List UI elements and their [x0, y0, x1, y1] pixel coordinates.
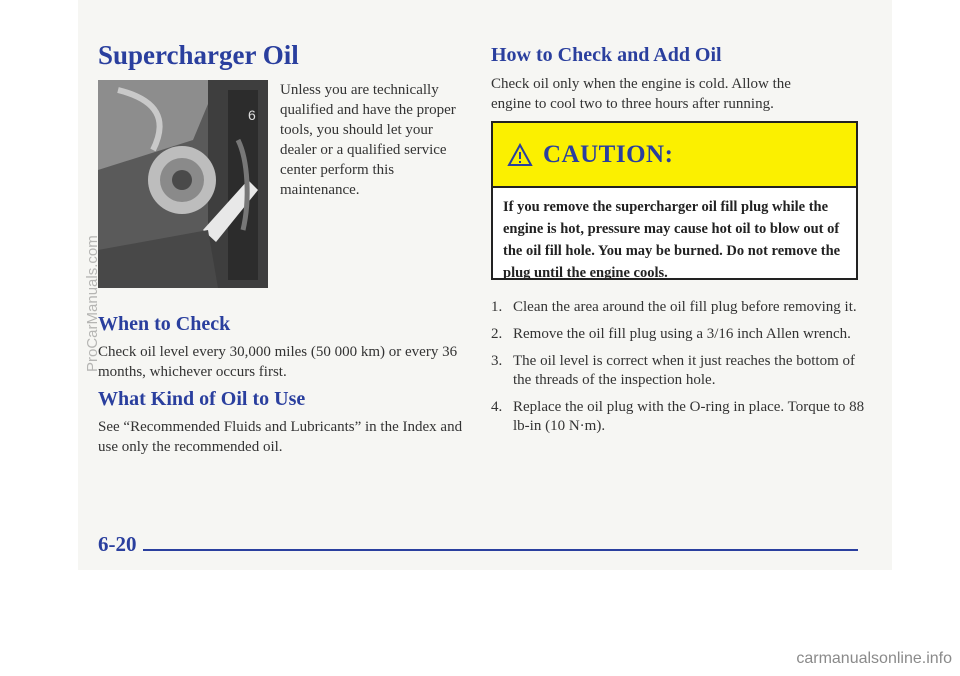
list-item — [491, 298, 871, 317]
step-number: 1. — [491, 299, 503, 315]
step-text: Replace the oil plug with the O-ring in place. Torque to 88 lb-in (10 N·m). — [513, 399, 865, 434]
when-to-check-text: Check oil level every 30,000 miles (50 000 km) or every 36 months, whichever occurs first. — [98, 344, 458, 380]
page-number: 6-20 — [98, 532, 137, 556]
when-to-check-heading: When to Check — [98, 313, 231, 335]
side-watermark: ProCarManuals.com — [84, 235, 101, 372]
bottom-watermark: carmanualsonline.info — [796, 650, 952, 667]
check-add-oil-heading: How to Check and Add Oil — [491, 44, 722, 66]
footer-rule — [143, 549, 858, 551]
supercharger-photo — [98, 80, 268, 288]
step-text: The oil level is correct when it just reaches the bottom of the threads of the inspection hole. — [513, 353, 855, 388]
oil-type-text: See “Recommended Fluids and Lubricants” in the Index and use only the recommended oil. — [98, 419, 463, 455]
supercharger-photo-art — [98, 80, 268, 288]
oil-type-heading: What Kind of Oil to Use — [98, 388, 306, 410]
caution-text: If you remove the supercharger oil fill plug while the engine is hot, pressure may cause hot oil to blow out of the oil fill hole. You may be burned. Do not remove the plug until the engine cools. — [503, 199, 841, 281]
step-text: Clean the area around the oil fill plug before removing it. — [513, 299, 857, 315]
intro-text: Unless you are technically qualified and have the proper tools, you should let your dealer or a qualified service center perform this maintenance. — [280, 82, 456, 198]
step-number: 2. — [491, 326, 503, 342]
step-number: 4. — [491, 399, 503, 415]
caution-box — [491, 121, 858, 280]
caution-title: CAUTION: — [543, 140, 674, 168]
caution-header — [493, 123, 856, 188]
check-add-intro: Check oil only when the engine is cold. Allow the engine to cool two to three hours after running. — [491, 76, 791, 112]
step-number: 3. — [491, 353, 503, 369]
step-text: Remove the oil fill plug using a 3/16 inch Allen wrench. — [513, 326, 851, 342]
warning-triangle-icon — [507, 143, 533, 167]
procedure-steps — [491, 298, 871, 444]
page-title: Supercharger Oil — [98, 40, 299, 70]
list-item — [491, 398, 871, 436]
photo-label: 6 — [248, 107, 256, 123]
list-item — [491, 325, 871, 344]
list-item — [491, 352, 871, 390]
